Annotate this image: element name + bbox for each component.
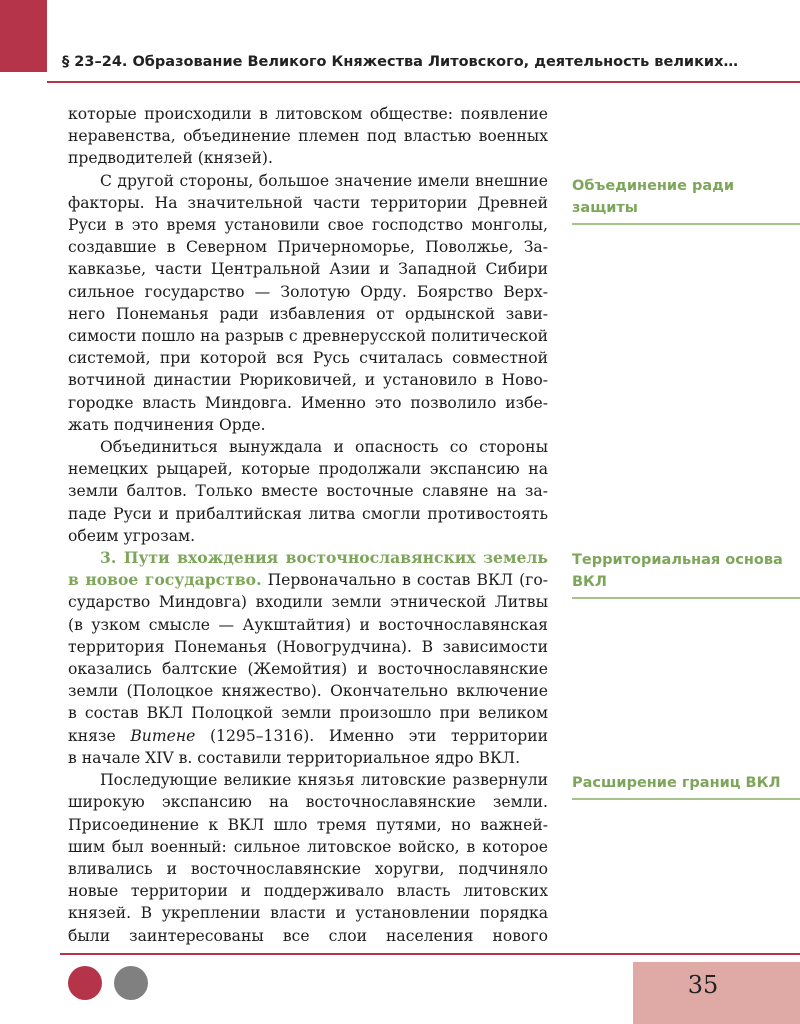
text-line: жать подчинения Орде. (68, 415, 266, 434)
text-line: оказались балтские (Жемойтия) и восточнославянские (68, 660, 548, 679)
margin-note-unification: Объединение ради защиты (572, 175, 800, 225)
text-line: Присоединение к ВКЛ шло тремя путями, но важней- (68, 815, 548, 834)
header-divider (47, 81, 800, 83)
red-circle-decoration (68, 966, 102, 1000)
text-line: факторы. На значительной части территории Древней (68, 193, 548, 212)
text-span: князе (68, 726, 131, 745)
section-heading-cont: в новое государство. (68, 570, 262, 590)
running-header: § 23–24. Образование Великого Княжества Литовского, деятельность великих… (62, 54, 738, 70)
text-line: Последующие великие князья литовские развернули (100, 771, 548, 790)
text-line: земли (Полоцкое княжество). Окончательно включение (68, 682, 548, 701)
text-line: которые происходили в литовском обществе: появление (68, 105, 548, 123)
text-line: предводителей (князей). (68, 149, 273, 168)
text-span: Первоначально в состав ВКЛ (го- (261, 571, 548, 590)
text-line: вотчиной династии Рюриковичей, и установило в Ново- (68, 371, 548, 390)
text-line: сильное государство — Золотую Орду. Боярство Верх- (68, 282, 548, 301)
text-line: немецких рыцарей, которые продолжали экспансию на (68, 460, 548, 479)
text-line: кавказье, части Центральной Азии и Западной Сибири (68, 260, 548, 279)
text-line: Объединиться вынуждала и опасность со стороны (100, 438, 548, 457)
text-line: в начале XIV в. составили территориальное ядро ВКЛ. (68, 748, 521, 767)
text-line: неравенства, объединение племен под властью военных (68, 127, 548, 146)
text-line: С другой стороны, большое значение имели внешние (100, 171, 548, 190)
text-line: князей. В укреплении власти и установлении порядка (68, 904, 548, 923)
text-line: сударство Миндовга) входили земли этнической Литвы (68, 593, 548, 612)
margin-note-expansion: Расширение границ ВКЛ (572, 772, 800, 800)
corner-accent-block (0, 0, 47, 72)
text-line: территория Понеманья (Новогрудчина). В зависимости (68, 637, 548, 656)
text-line (68, 547, 548, 569)
margin-note-territorial-basis: Территориальная основа ВКЛ (572, 549, 800, 599)
main-text-column (68, 103, 548, 947)
text-span: (1295–1316). Именно эти территории (195, 726, 548, 745)
text-line (68, 725, 548, 747)
text-line: в состав ВКЛ Полоцкой земли произошло при великом (68, 704, 548, 723)
text-line: широкую экспансию на восточнославянские земли. (68, 793, 548, 812)
text-line: шим был военный: сильное литовское войско, в которое (68, 837, 548, 856)
text-line: были заинтересованы все слои населения нового (68, 926, 548, 945)
text-line: (в узком смысле — Аукштайтия) и восточнославянская (68, 615, 548, 634)
text-line: системой, при которой вся Русь считалась совместной (68, 349, 548, 368)
section-heading: 3. Пути вхождения восточнославянских земель (100, 548, 548, 568)
gray-circle-decoration (114, 966, 148, 1000)
text-line: него Понеманья ради избавления от ордынской зави- (68, 304, 548, 323)
text-line (68, 569, 548, 591)
page-number: 35 (687, 971, 719, 999)
footer-divider (60, 953, 800, 955)
text-line: городке власть Миндовга. Именно это позволило избе- (68, 393, 548, 412)
person-name-italic: Витене (130, 726, 196, 745)
text-line: Руси в это время установили свое господство монголы, (68, 216, 548, 235)
text-line: земли балтов. Только вместе восточные славяне на за- (68, 482, 548, 501)
text-line: симости пошло на разрыв с древнерусской политической (68, 327, 548, 346)
text-line: вливались и восточнославянские хоругви, подчиняло (68, 859, 548, 878)
text-line: создавшие в Северном Причерноморье, Поволжье, За- (68, 238, 548, 257)
text-line: новые территории и поддерживало власть литовских (68, 882, 548, 901)
text-line: обеим угрозам. (68, 526, 196, 545)
text-line: паде Руси и прибалтийская литва смогли противостоять (68, 504, 548, 523)
